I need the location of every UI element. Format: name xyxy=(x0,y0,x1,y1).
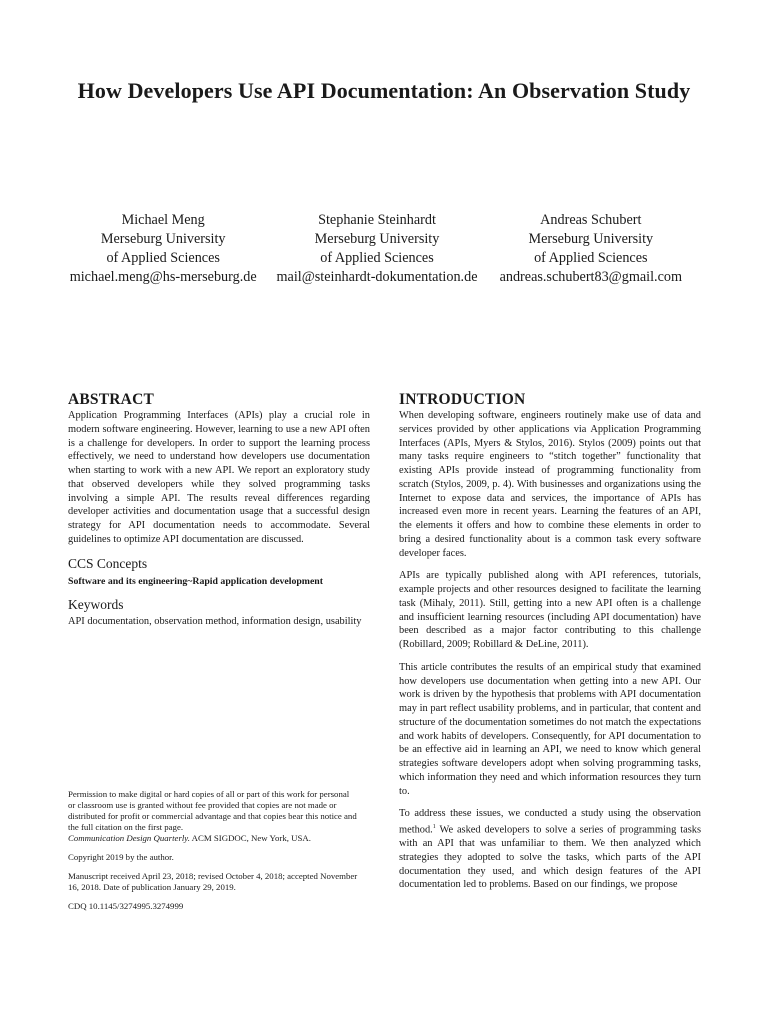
footnote-mark: 1 xyxy=(432,824,436,830)
abstract-text: Application Programming Interfaces (APIs) play a crucial role in modern software engineering. However, learning to use a new API often is a challenge for developers. In order to support the learning process effectively, we need to understand how developers use documentation when starting to work with a new API. We report an exploratory study that observed developers while they solved programming tasks involving a simple API. The results reveal differences regarding developer activities and documentation usage that a successful design strategy for API documentation needs to accommodate. Several guidelines to optimize API documentation are discussed. xyxy=(68,410,370,545)
abstract-heading: ABSTRACT xyxy=(68,391,155,408)
intro-paragraph-3: This article contributes the results of an empirical study that examined how developers use documentation when getting into a new API. Our work is driven by the hypothesis that problems with API documentation may in part reflect usability problems, and in particular, that content and structure of the documentation sometimes do not match the expectations and work habits of developers. Consequently, for API documentation to be an effective aid in learning an API, we need to know which general strategies software developers adopt when solving programming tasks, which information they need and which information resources they turn to. xyxy=(399,661,701,797)
author-name: Andreas Schubert xyxy=(540,212,642,228)
ccs-concepts: Software and its engineering~Rapid application development xyxy=(68,575,324,587)
author-email: mail@steinhardt-dokumentation.de xyxy=(276,269,478,285)
author-affiliation: of Applied Sciences xyxy=(106,250,220,266)
author-email: andreas.schubert83@gmail.com xyxy=(499,269,683,285)
author-email: michael.meng@hs-merseburg.de xyxy=(69,269,257,285)
keywords-text: API documentation, observation method, information design, usability xyxy=(68,616,362,628)
intro-paragraph-2: APIs are typically published along with API references, tutorials, example projects and other resources designed to facilitate the learning task (Mihaly, 2011). Still, getting into a new API often is a challenge and insufficient learning resources (including API documentation) have been described as a major factor contributing to this challenge (Robillard, 2009; Robillard & DeLine, 2011). xyxy=(399,570,701,650)
author-1 xyxy=(66,211,260,287)
journal-name: Communication Design Quarterly. xyxy=(68,833,190,843)
author-affiliation: Merseburg University xyxy=(528,231,654,247)
right-column xyxy=(399,391,701,901)
author-3 xyxy=(494,211,688,287)
author-block xyxy=(40,211,728,287)
copyright: Copyright 2019 by the author. xyxy=(68,852,174,862)
author-affiliation: of Applied Sciences xyxy=(320,250,434,266)
ccs-heading: CCS Concepts xyxy=(68,555,148,571)
doi: CDQ 10.1145/3274995.3274999 xyxy=(68,901,184,911)
intro-paragraph-1: When developing software, engineers routinely make use of data and services provided by other applications via Application Programming Interfaces (APIs, Myers & Stylos, 2016). Stylos (2009) points out that many tasks require engineers to “stitch together” functionality that existing APIs provide instead of programming functionality from scratch (Stylos, 2009, p. 4). With businesses and organizations using the Internet to expose data and services, the importance of APIs has increased even more in recent years. Learning the features of an API, the elements it offers and how to combine these elements in order to bring a desired functionality about is a common task every software developer faces. xyxy=(399,410,701,559)
left-column xyxy=(68,391,370,629)
author-affiliation: Merseburg University xyxy=(100,231,226,247)
intro-p4-rest: We asked developers to solve a series of programming tasks with an API that was unfamiliar to them. We then analyzed which strategies they adopted to solve the tasks, which parts of the API documentation they used, and which design features of the API documentation led to problems. Based on our findings, we propose xyxy=(399,824,701,891)
author-name: Michael Meng xyxy=(121,212,205,228)
footer-notes xyxy=(68,789,358,920)
introduction-heading: INTRODUCTION xyxy=(399,391,526,408)
intro-paragraph-4 xyxy=(399,807,701,892)
paper-title: How Developers Use API Documentation: An Observation Study xyxy=(77,78,691,103)
manuscript-dates: Manuscript received April 23, 2018; revised October 4, 2018; accepted November 16, 2018. Date of publication January 29, 2019. xyxy=(68,871,358,892)
permission-notice: Permission to make digital or hard copies of all or part of this work for personal or classroom use is granted without fee provided that copies are not made or distributed for profit or commercial advantage and that copies bear this notice and the full citation on the first page. xyxy=(68,789,357,832)
intro-p4-start: To address these issues, we conducted a study using the observation method. xyxy=(399,808,701,836)
keywords-heading: Keywords xyxy=(68,597,124,613)
author-affiliation: of Applied Sciences xyxy=(534,250,648,266)
journal-line xyxy=(68,833,358,844)
author-affiliation: Merseburg University xyxy=(314,231,440,247)
author-name: Stephanie Steinhardt xyxy=(318,212,436,228)
publisher: ACM SIGDOC, New York, USA. xyxy=(189,833,311,843)
author-2 xyxy=(260,211,493,287)
